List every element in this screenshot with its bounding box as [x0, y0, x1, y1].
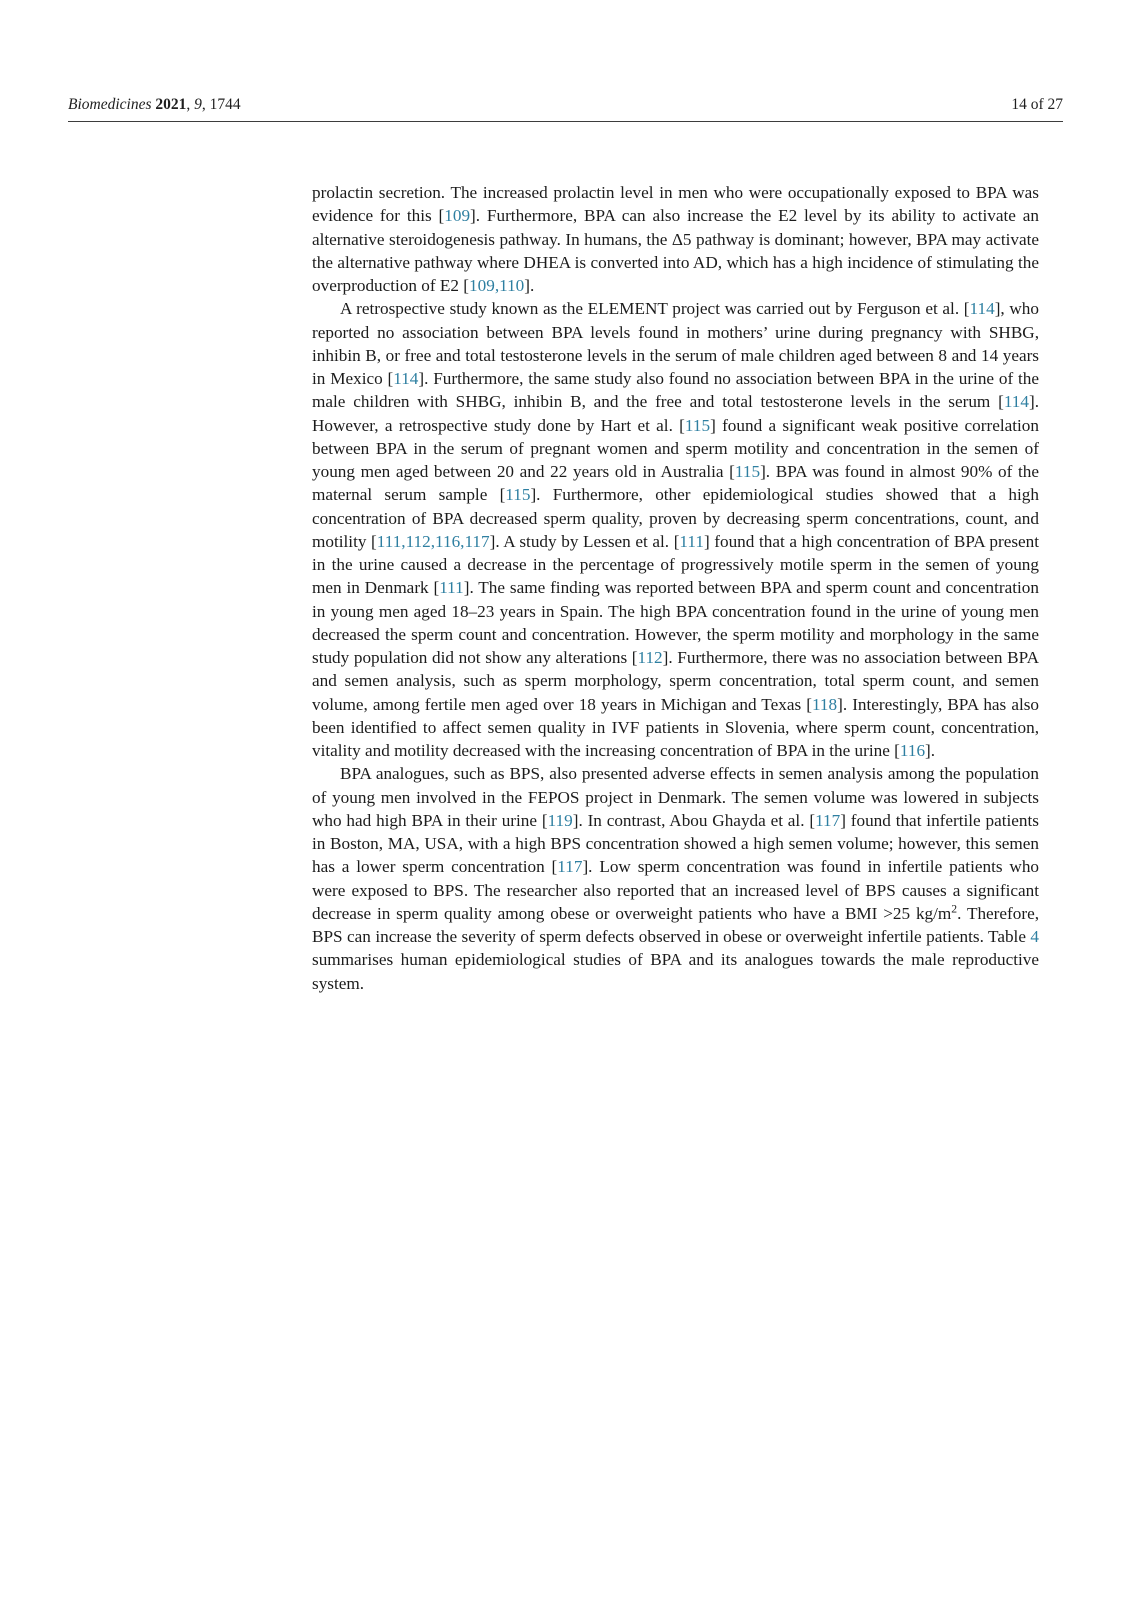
- text-run: Biomedicines: [68, 96, 156, 113]
- citation-link[interactable]: 115: [684, 415, 711, 435]
- citation-link[interactable]: 119: [547, 810, 573, 830]
- citation-link[interactable]: 117: [557, 857, 583, 877]
- citation-link[interactable]: 112: [637, 648, 663, 667]
- citation-link[interactable]: 114: [1003, 392, 1029, 412]
- text-run: ] found that infertile patients in Boston, MA, USA, with a high BPS concentration showed a high semen volume; however, this semen has a lower sperm concentration [: [312, 810, 1039, 877]
- text-run: 2021: [155, 96, 187, 113]
- text-run: A retrospective study known as the ELEMENT project was carried out by Ferguson et al. [: [340, 299, 970, 319]
- article-body: [312, 181, 1039, 995]
- citation-link[interactable]: 115: [505, 485, 531, 505]
- text-run: ]. Interestingly, BPA has also been identified to affect semen quality in IVF patients in Slovenia, where sperm count, concentration, vitality and motility decreased with the increasing concentration of BPA in the urine [: [312, 694, 1039, 760]
- text-run: ]. BPA was found in almost 90% of the maternal serum sample [: [312, 462, 1040, 505]
- text-run: ] found that a high concentration of BPA present in the urine caused a decrease in the percentage of progressively motile sperm in the semen of young men in Denmark [: [312, 531, 1040, 598]
- text-run: ]. Furthermore, other epidemiological studies showed that a high concentration of BPA decreased sperm quality, proven by decreasing sperm concentrations, count, and motility [: [312, 485, 1039, 551]
- text-run: 9: [194, 96, 202, 113]
- text-run: ].: [524, 276, 535, 295]
- paragraph: [312, 181, 1039, 297]
- text-run: ].: [925, 741, 936, 760]
- page-indicator: 14 of 27: [1011, 96, 1063, 113]
- text-run: ]. Low sperm concentration was found in infertile patients who were exposed to BPS. The researcher also reported that an increased level of BPS causes a significant decrease in sperm quality among obese or overweight patients who have a BMI >25 kg/m: [312, 857, 1040, 923]
- citation-link[interactable]: 115: [734, 462, 761, 481]
- text-run: BPA analogues, such as BPS, also presented adverse effects in semen analysis among the population of young men involved in the FEPOS project in Denmark. The semen volume was lowered in subjects who had high BPA in their urine [: [312, 764, 1039, 830]
- citation-link[interactable]: 116: [899, 741, 926, 760]
- text-run: summarises human epidemiological studies of BPA and its analogues towards the male reproductive system.: [312, 950, 1039, 993]
- superscript: 2: [951, 902, 958, 916]
- text-run: ]. A study by Lessen et al. [: [489, 531, 680, 551]
- text-run: ]. In contrast, Abou Ghayda et al. [: [572, 810, 816, 830]
- citation-link[interactable]: 114: [393, 369, 419, 388]
- citation-link[interactable]: 109,110: [469, 276, 525, 295]
- text-run: ], who reported no association between BPA levels found in mothers’ urine during pregnancy with SHBG, inhibin B, or free and total testosterone levels in the serum of male children aged between 8 and 14 years in Mexico [: [312, 299, 1039, 388]
- text-run: ,: [186, 96, 195, 113]
- citation-link[interactable]: 118: [811, 694, 838, 714]
- text-run: ]. Furthermore, BPA can also increase the E2 level by its ability to activate an alternative steroidogenesis pathway. In humans, the Δ5 pathway is dominant; however, BPA may activate the alternative pathway where DHEA is converted into AD, which has a high incidence of stimulating the overproduction of E2 [: [312, 206, 1039, 295]
- page-header: [68, 96, 1063, 114]
- paragraph: [312, 762, 1039, 995]
- text-run: ]. The same finding was reported between BPA and sperm count and concentration in young men aged 18–23 years in Spain. The high BPA concentration found in the urine of young men decreased the sperm count and concentration. However, the sperm motility and morphology in the same study population did not show any alterations [: [312, 578, 1039, 667]
- citation-link[interactable]: 114: [969, 299, 995, 319]
- text-run: ]. However, a retrospective study done by Hart et al. [: [312, 392, 1039, 435]
- citation-link[interactable]: 4: [1030, 927, 1039, 946]
- header-rule: [68, 121, 1063, 122]
- text-run: , 1744: [201, 96, 241, 113]
- paragraph: [312, 297, 1039, 762]
- text-run: prolactin secretion. The increased prolactin level in men who were occupationally exposed to BPA was evidence for this [: [312, 183, 1039, 226]
- journal-citation: [68, 96, 241, 114]
- text-run: ] found a significant weak positive correlation between BPA in the serum of pregnant women and sperm motility and concentration in the semen of young men aged between 20 and 22 years old in Australia [: [312, 415, 1039, 481]
- text-run: . Therefore, BPS can increase the severity of sperm defects observed in obese or overweight infertile patients. Table: [312, 903, 1039, 946]
- citation-link[interactable]: 111,112,116,117: [376, 531, 490, 551]
- citation-link[interactable]: 109: [444, 206, 471, 226]
- citation-link[interactable]: 117: [815, 810, 841, 830]
- text-run: ]. Furthermore, there was no association between BPA and semen analysis, such as sperm morphology, sperm concentration, total sperm count, and semen volume, among fertile men aged over 18 years in Michigan and Texas [: [312, 648, 1039, 714]
- citation-link[interactable]: 111: [679, 531, 704, 551]
- text-run: ]. Furthermore, the same study also found no association between BPA in the urine of the male children with SHBG, inhibin B, and the free and total testosterone levels in the serum [: [312, 369, 1039, 412]
- citation-link[interactable]: 111: [439, 578, 464, 598]
